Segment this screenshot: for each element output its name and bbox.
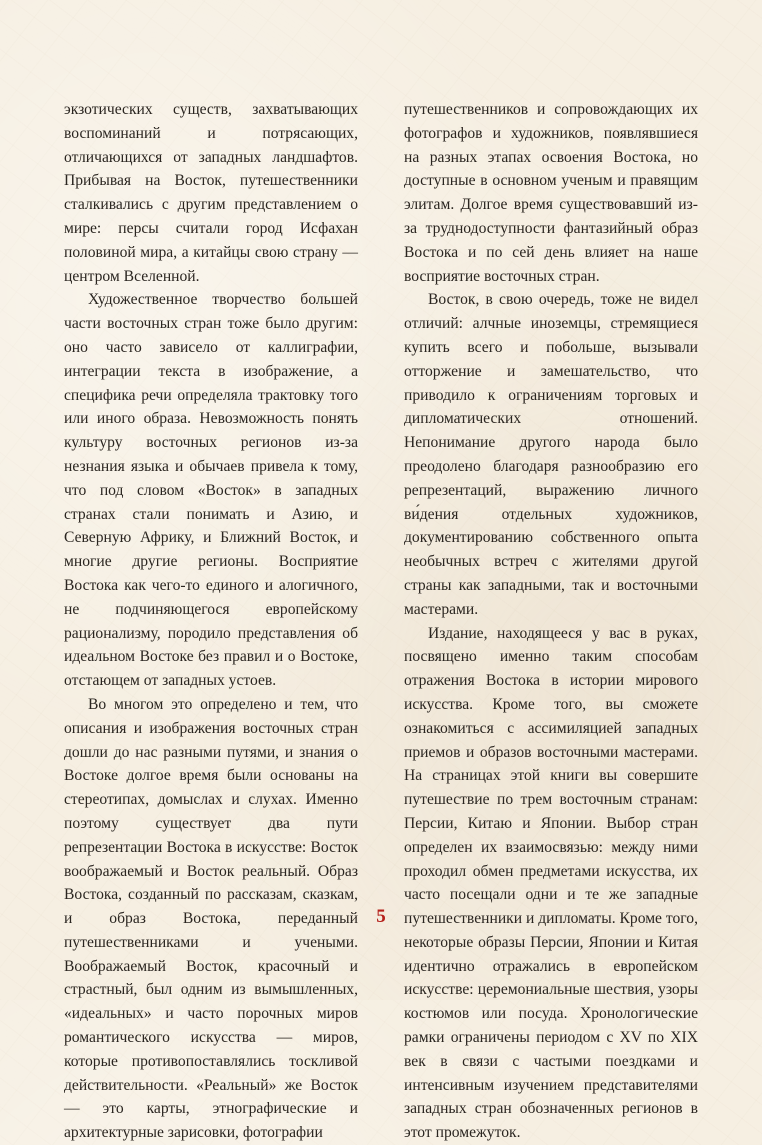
paragraph: Издание, находящееся у вас в руках, посвящено именно таким способам отражения Востока в истории мирового искусства. Кроме того, вы сможете ознакомиться с ассимиляцией западных приемов и образов восточными мастерами. На страницах этой книги вы совершите путешествие по трем восточным странам: Персии, Китаю и Японии. Выбор стран определен их взаимосвязью: между ними проходил обмен предметами искусства, их часто посещали одни и те же западные путешественники и дипломаты. Кроме того, некоторые образы Персии, Японии и Китая идентично отражались в европейском искусстве: церемониальные шествия, узоры костюмов или посуда. Хронологические рамки ограничены периодом с XV по XIX век в связи с частыми поездками и интенсивным изучением представителями западных стран обозначенных регионов в этот промежуток. xyxy=(404,624,698,1142)
paragraph: Художественное творчество большей части восточных стран тоже было другим: оно часто зависело от каллиграфии, интеграции текста в изображение, а специфика речи определяла трактовку того или иного образа. Невозможность понять культуру восточных регионов из-за незнания языка и обычаев привела к тому, что под словом «Восток» в западных странах стали понимать и Азию, и Северную Африку, и Ближний Восток, и многие другие регионы. Восприятие Востока как чего-то единого и алогичного, не подчиняющегося европейскому рационализму, породило представления об идеальном Востоке без правил и о Востоке, отстающем от западных устоев. xyxy=(64,291,358,690)
paragraph: Во многом это определено и тем, что описания и изображения восточных стран дошли до нас разными путями, и знания о Востоке долгое время были основаны на стереотипах, домыслах и слухах. Именно поэтому существует два пути репрезентации Востока в искусстве: Восток воображаемый и Восток реальный. Образ Востока, созданный по рассказам, сказкам, и образ Востока, переданный путешественниками и учеными. Воображаемый Восток, красочный и страстный, был одним из вымышленных, «идеальных» и часто порочных миров романтического искусства — миров, которые противопоставлялись тоскливой действительности. «Реальный» же Восток — это карты, этнографические и архитектурные зарисовки, фотографии xyxy=(64,695,358,1142)
paragraph: путешественников и сопровождающих их фотографов и художников, появлявшиеся на разных этапах освоения Востока, но доступные в основном ученым и правящим элитам. Долгое время существовавший из-за труднодоступности фантазийный образ Востока и по сей день влияет на наше восприятие восточных стран. xyxy=(404,101,698,285)
paragraph: экзотических существ, захватывающих воспоминаний и потрясающих, отличающихся от западных ландшафтов. Прибывая на Восток, путешественники сталкивались с другим представлением о мире: персы считали город Исфахан половиной мира, а китайцы свою страну — центром Вселенной. xyxy=(64,101,358,285)
left-column xyxy=(64,98,358,1145)
page-number: 5 xyxy=(376,906,386,927)
text-columns xyxy=(64,98,698,1145)
right-column xyxy=(404,98,698,1145)
paragraph: Восток, в свою очередь, тоже не видел отличий: алчные иноземцы, стремящиеся купить всего и побольше, вызывали отторжение и замешательство, что приводило к ограничениям торговых и дипломатических отношений. Непонимание другого народа было преодолено благодаря разнообразию его репрезентаций, выражению личного ви́дения отдельных художников, документированию собственного опыта необычных встреч с жителями другой страны как западными, так и восточными мастерами. xyxy=(404,291,698,618)
